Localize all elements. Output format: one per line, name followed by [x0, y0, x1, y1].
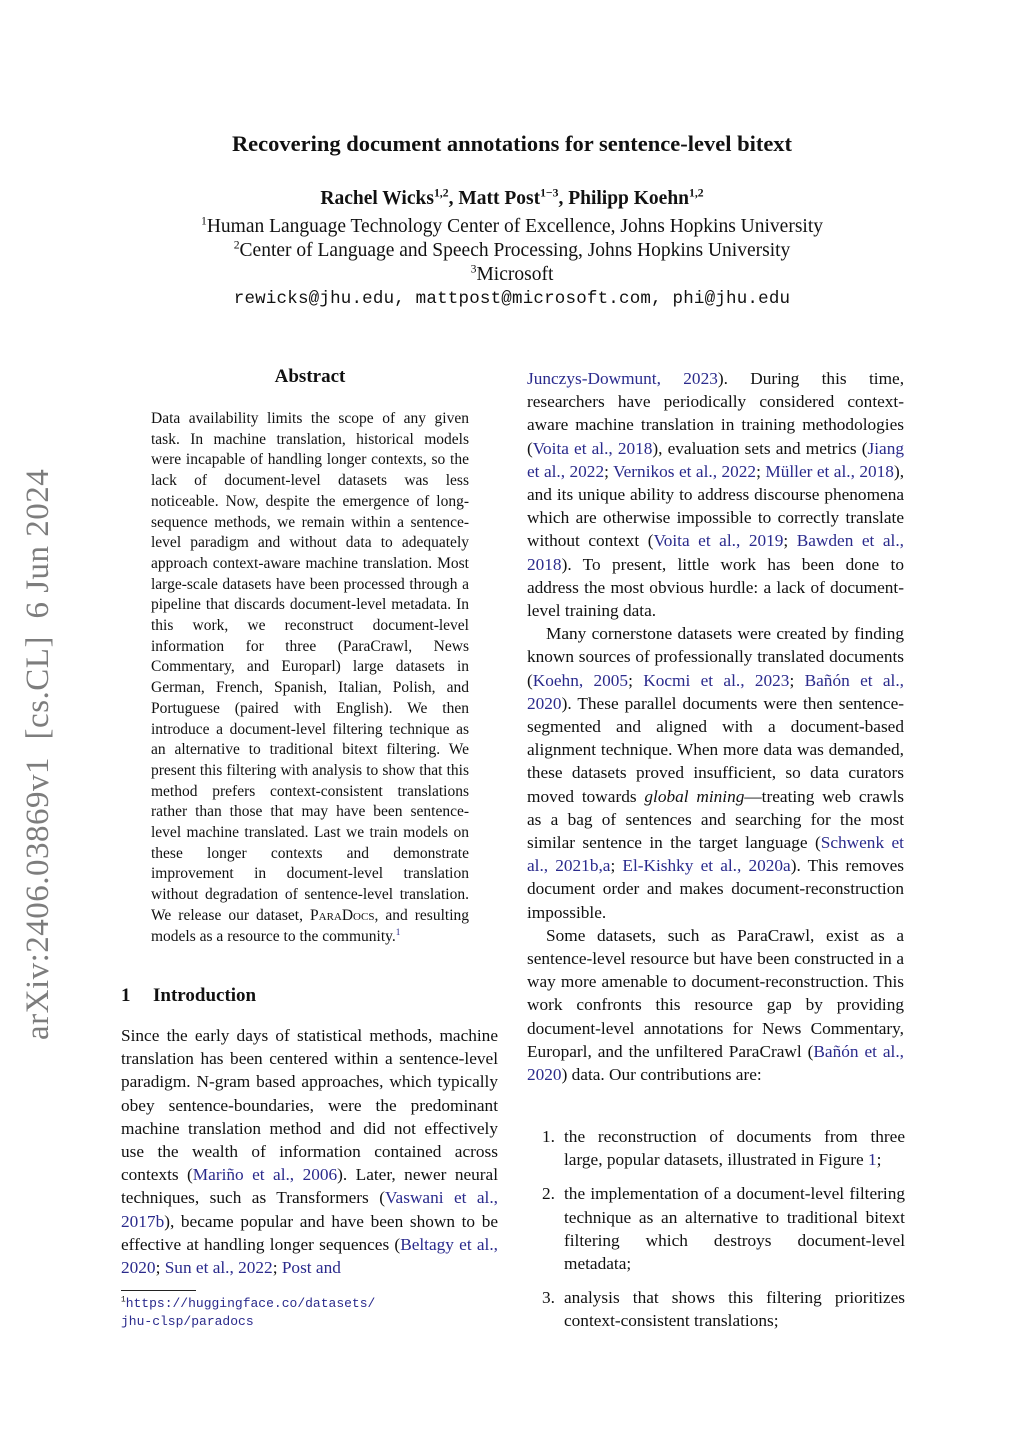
figure-link[interactable]: 1 [867, 1150, 877, 1170]
dataset-name: ParaDocs [310, 906, 375, 924]
author-emails: rewicks@jhu.edu, mattpost@microsoft.com, phi@jhu.edu [233, 289, 791, 309]
citation-link[interactable]: Koehn, 2005 [532, 670, 629, 690]
intro-right-column [527, 367, 904, 1086]
arxiv-stamp: arXiv:2406.03869v1 [cs.CL] 6 Jun 2024 [20, 468, 56, 1040]
citation-link[interactable]: Schwenk et al., 2021b,a [527, 833, 904, 876]
paper-title: Recovering document annotations for sentence-level bitext [231, 131, 793, 156]
citation-link[interactable]: Kocmi et al., 2023 [643, 670, 790, 690]
citation-link[interactable]: El-Kishky et al., 2020a [622, 856, 791, 876]
citation-link[interactable]: Bawden et al., 2018 [527, 531, 905, 574]
list-item: 1. the reconstruction of documents from three large, popular datasets, illustrated in Figure 1; [542, 1127, 905, 1170]
author-affiliation-mark: 1,2 [689, 186, 704, 200]
author-name: Philipp Koehn [568, 188, 690, 209]
citation-link[interactable]: Post and [281, 1258, 341, 1278]
citation-link[interactable]: Bañón et al., 2020 [527, 1041, 904, 1085]
author-name: Rachel Wicks [320, 188, 434, 209]
affiliation: $^2$Center of Language and Speech Processing, Johns Hopkins University [233, 238, 791, 261]
author-affiliation-mark: 1−3 [540, 186, 559, 200]
footnote-url[interactable]: jhu-clsp/paradocs [121, 1314, 254, 1329]
citation-link[interactable]: Vaswani et al., 2017b [121, 1188, 498, 1231]
citation-link[interactable]: Mariño et al., 2006 [192, 1165, 338, 1185]
citation-link[interactable]: Müller et al., 2018 [765, 461, 894, 481]
affiliation: $^1$Human Language Technology Center of Excellence, Johns Hopkins University [200, 214, 823, 237]
citation-link[interactable]: Junczys-Dowmunt, 2023 [527, 369, 718, 388]
citation-link[interactable]: Voita et al., 2018 [532, 438, 653, 458]
paragraph: Junczys-Dowmunt, 2023). During this time, researchers have periodically considered context-aware machine translation in training methodologies (Voita et al., 2018), evaluation sets and metrics (Jiang et al., 2022; Vernikos et al., 2022; Müller et al., 2018), and its unique ability to address discourse phenomena which are otherwise impossible to correctly translate without context (Voita et al., 2019; Bawden et al., 2018). To present, little work has been done to address the most obvious hurdle: a lack of document-level training data. [527, 369, 905, 621]
list-item: 2. the implementation of a document-level filtering technique as an alternative to traditional bitext filtering which destroys document-level metadata; [542, 1184, 905, 1274]
list-item: 3. analysis that shows this filtering prioritizes context-consistent translations; [542, 1288, 905, 1331]
affiliation: $^3$Microsoft [470, 262, 554, 285]
paragraph: Some datasets, such as ParaCrawl, exist as a sentence-level resource but have been constructed in a way more amenable to document-reconstruction. This work confronts this resource gap by providing document-level annotations for News Commentary, Europarl, and the unfiltered ParaCrawl (Bañón et al., 2020) data. Our contributions are: [527, 925, 904, 1085]
author-name: Matt Post [458, 188, 541, 209]
section-heading: 1 Introduction [121, 985, 257, 1006]
footnote-divider [121, 1290, 196, 1291]
citation-link[interactable]: Bañón et al., 2020 [527, 670, 905, 713]
intro-left-column [121, 1024, 498, 1279]
footnote-link[interactable]: 1 [395, 927, 401, 938]
citation-link[interactable]: Sun et al., 2022 [164, 1258, 273, 1278]
paragraph: Many cornerstone datasets were created by finding known sources of professionally translated documents (Koehn, 2005; Kocmi et al., 2023; Bañón et al., 2020). These parallel documents were then sentence-segmented and aligned with a document-based alignment technique. When more data was demanded, these datasets proved insufficient, so data curators moved towards global mining—treating web crawls as a bag of sentences and searching for the most similar sentence in the target language (Schwenk et al., 2021b,a; El-Kishky et al., 2020a). This removes document order and makes document-reconstruction impossible. [527, 624, 905, 922]
abstract-body: Data availability limits the scope of any given task. In machine translation, historical models were incapable of handling longer contexts, so the lack of document-level datasets was less noticeable. Now, despite the emergence of long-sequence methods, we remain within a sentence-level paradigm and without data to adequately approach context-aware machine translation. Most large-scale datasets have been processed through a pipeline that discards document-level metadata. In this work, we reconstruct document-level information for three (ParaCrawl, News Commentary, and Europarl) large datasets in German, French, Spanish, Italian, Polish, and Portuguese (paired with English). We then introduce a document-level filtering technique as an alternative to traditional bitext filtering. We present this filtering with analysis to show that this method prefers context-consistent translations rather than those that may have been sentence-level machine translated. Last we train models on these longer contexts and demonstrate improvement in document-level translation without degradation of sentence-level translation. We release our dataset, ParaDocs, and resulting models as a resource to the community.$^1$ [151, 410, 470, 945]
author-list: Rachel Wicks$^{1,2}$, Matt Post$^{1-3}$, Philipp Koehn$^{1,2}$ [320, 186, 704, 209]
citation-link[interactable]: Jiang et al., 2022 [527, 438, 904, 481]
abstract-heading: Abstract [274, 366, 346, 387]
citation-link[interactable]: Voita et al., 2019 [653, 531, 784, 551]
footnote-mark: 1 [121, 1296, 126, 1305]
emphasis: global mining [644, 786, 745, 806]
footnote [121, 1295, 498, 1331]
footnote-url[interactable]: https://huggingface.co/datasets/ [125, 1296, 376, 1311]
author-affiliation-mark: 1,2 [433, 186, 449, 200]
contributions-list [527, 1125, 905, 1344]
citation-link[interactable]: Vernikos et al., 2022 [613, 461, 757, 481]
citation-link[interactable]: Beltagy et al., 2020 [121, 1234, 498, 1278]
paragraph: Since the early days of statistical methods, machine translation has been centered within a sentence-level paradigm. N-gram based approaches, which typically obey sentence-boundaries, were the predominant machine translation method and did not effectively use the wealth of information contained across contexts (Mariño et al., 2006). Later, newer neural techniques, such as Transformers (Vaswani et al., 2017b), became popular and have been shown to be effective at handling longer sequences (Beltagy et al., 2020; Sun et al., 2022; Post and [121, 1026, 499, 1278]
